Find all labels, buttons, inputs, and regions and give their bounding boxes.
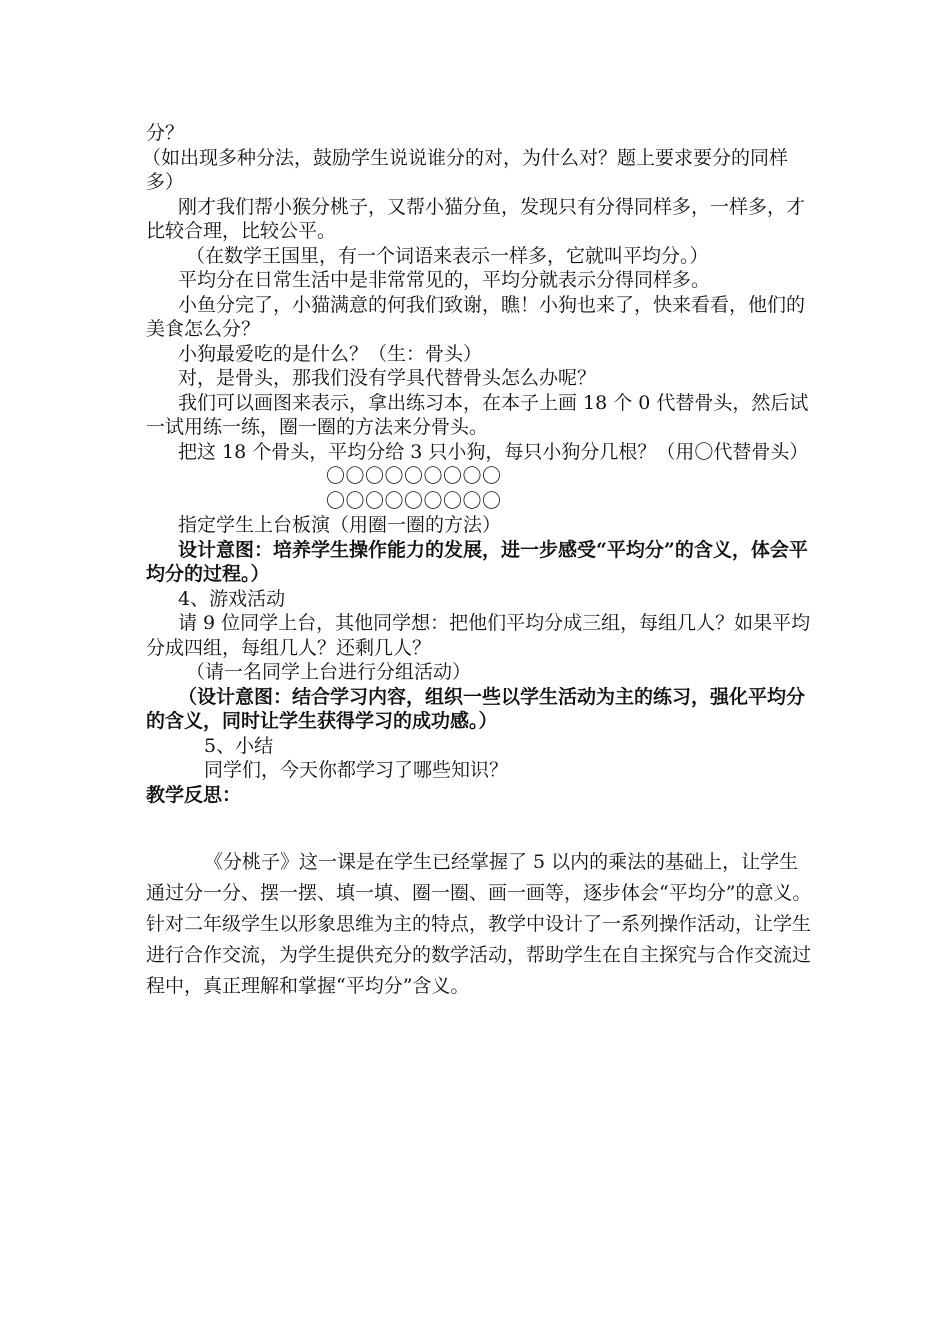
line-6: 小鱼分完了，小猫满意的何我们致谢，瞧！小狗也来了，快来看看，他们的美食怎么分？ [146,293,806,340]
reflection-paragraph: 《分桃子》这一课是在学生已经掌握了 5 以内的乘法的基础上，让学生通过分一分、摆一摆、填一填、圈一圈、画一画等，逐步体会“平均分”的意义。针对二年级学生以形象思维为主的特点，教学中设计了一系列操作活动，让学生进行合作交流，为学生提供充分的数学活动，帮助学生在自主探究与合作交流过程中，真正理解和掌握“平均分”含义。 [146,851,812,997]
line-20: 同学们，今天你都学习了哪些知识？ [204,759,509,781]
line-7: 小狗最爱吃的是什么？（生：骨头） [178,342,483,365]
line-1: 分？ [146,122,185,144]
circle-row-2: 〇〇〇〇〇〇〇〇〇 [326,489,502,512]
line-8: 对，是骨头，那我们没有学具代替骨头怎么办呢？ [178,367,597,389]
line-2: （如出现多种分法，鼓励学生说说谁分的对，为什么对？题上要求要分的同样多） [142,146,789,193]
line-4: （在数学王国里，有一个词语来表示一样多，它就叫平均分。） [186,244,709,267]
line-16: 请 9 位同学上台，其他同学想：把他们平均分成三组，每组几人？如果平均分成四组，每组几人？还剩几人？ [146,612,811,659]
design-intent-2: （设计意图：结合学习内容，组织一些以学生活动为主的练习，强化平均分的含义，同时让学生获得学习的成功感。） [146,685,806,732]
line-5: 平均分在日常生活中是非常常见的，平均分就表示分得同样多。 [178,269,711,291]
line-9: 我们可以画图来表示，拿出练习本，在本子上画 18 个 0 代替骨头，然后试一试用练一练，圈一圈的方法来分骨头。 [146,391,809,438]
reflection-body [146,847,816,1002]
design-intent-1: 设计意图：培养学生操作能力的发展，进一步感受“平均分”的含义，体会平均分的过程。） [146,538,808,585]
circle-row-1: 〇〇〇〇〇〇〇〇〇 [326,465,502,487]
line-13: 指定学生上台板演（用圈一圈的方法） [178,514,502,536]
line-17: （请一名同学上台进行分组活动） [186,661,472,683]
section-4-heading: 4、游戏活动 [178,587,286,610]
reflection-heading: 教学反思： [146,783,242,806]
line-10: 把这 18 个骨头，平均分给 3 只小狗，每只小狗分几根？（用〇代替骨头） [178,440,809,463]
document-body [142,121,816,807]
section-5-heading: 5、小结 [204,734,274,757]
line-3: 刚才我们帮小猴分桃子，又帮小猫分鱼，发现只有分得同样多，一样多，才比较合理，比较公平。 [146,195,806,242]
